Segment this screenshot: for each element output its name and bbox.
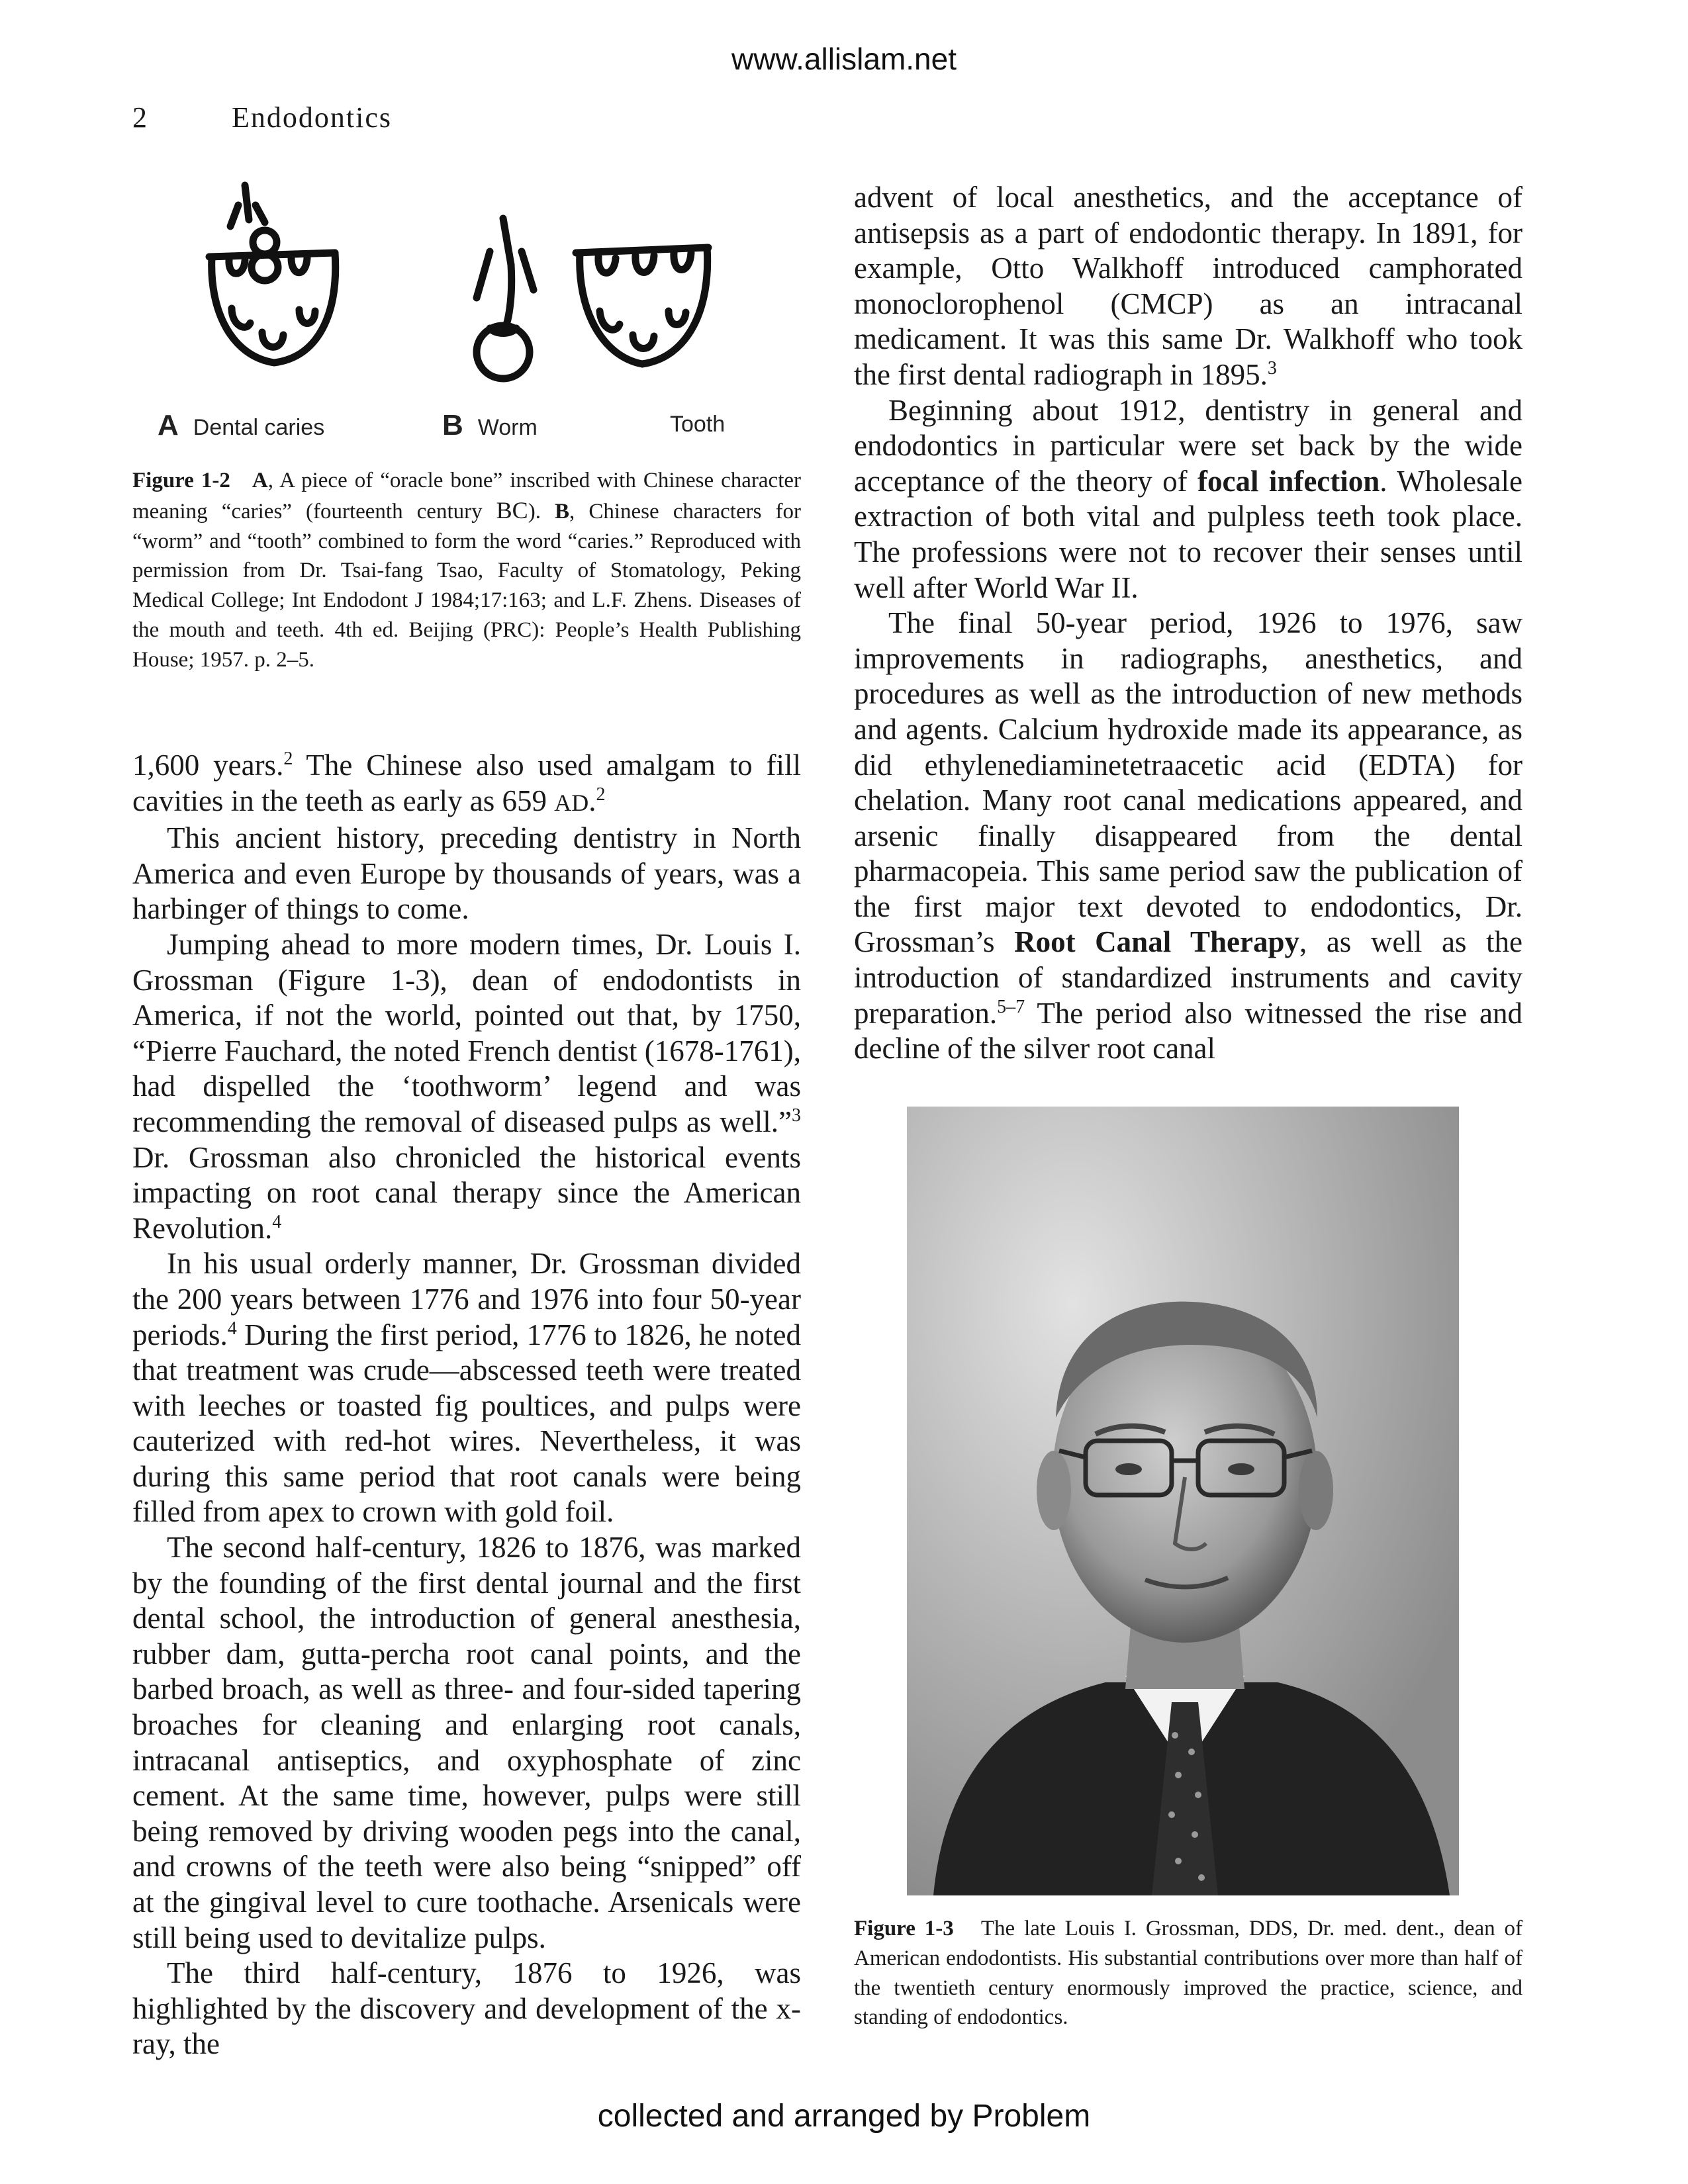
paragraph: The second half-century, 1826 to 1876, was marked by the founding of the first dental journal and the first dental school, the introduction of general anesthesia, rubber dam, gutta-percha root canal points, and the barbed broach, as well as three- and four-sided tapering broaches for cleaning and enlarging root canals, intracanal antiseptics, and oxyphosphate of zinc cement. At the same time, however, pulps were still being removed by driving wooden pegs into the canal, and crowns of the teeth were also being “snipped” off at the gingival level to cure toothache. Arsenicals were still being used to devitalize pulps. [132,1531,801,1954]
caption-part-b: B [555,499,570,523]
caption-text: ). [528,499,555,523]
caption-part-a: A [252,469,268,492]
grossman-portrait-photo [907,1107,1459,1895]
figure-1-2 [132,179,801,450]
portrait-illustration [907,1107,1459,1895]
paragraph: advent of local anesthetics, and the acceptance of antisepsis as a part of endodontic therapy. In 1891, for example, Otto Walkhoff introduced camphorated monoclorophenol (CMCP) as an intracanal medicament. It was this same Dr. Walkhoff who took the first dental radiograph in 1895.$^3$ [854,181,1523,391]
paragraph: The third half-century, 1876 to 1926, was highlighted by the discovery and development of the x-ray, the [132,1956,801,2061]
footer-credit: collected and arranged by Problem [597,2099,1091,2134]
caption-label: Figure 1-3 [854,1917,954,1940]
caption-era: BC [496,496,528,523]
tooth-character-glyph [576,248,708,364]
label-tooth-text: Tooth [670,412,726,437]
label-b-letter: B [442,409,463,441]
figure-1-2-caption [132,466,801,675]
label-b-text: Worm [477,415,538,440]
caption-text: , A piece of “oracle bone” inscribed with Chinese character meaning “caries” (fourteenth century [132,469,802,523]
label-a [158,409,324,442]
caries-character-glyph [209,185,336,363]
paragraph: In his usual orderly manner, Dr. Grossman divided the 200 years between 1776 and 1976 into four 50-year periods.$^4$ During the first period, 1776 to 1826, he noted that treatment was crude—abscessed teeth were treated with leeches or toasted fig poultices, and pulps were cauterized with red-hot wires. Nevertheless, it was during this same period that root canals were being filled from apex to crown with gold foil. [132,1247,801,1529]
caption-text: The late Louis I. Grossman, DDS, Dr. med. dent., dean of American endodontists. His substantial contributions over more than half of the twentieth century enormously improved the practice, science, and standing of endodontics. [854,1917,1523,2030]
paragraph: 1,600 years.$^2$ The Chinese also used amalgam to fill cavities in the teeth as early as 659 AD.$^2$ [132,749,801,817]
paragraph: This ancient history, preceding dentistry in North America and even Europe by thousands of years, was a harbinger of things to come. [132,821,801,926]
site-url: www.allislam.net [731,42,957,76]
worm-character-glyph [477,218,534,379]
label-a-letter: A [158,409,179,441]
paragraph: The final 50-year period, 1926 to 1976, saw improvements in radiographs, anesthetics, and procedures as well as the introduction of new methods and agents. Calcium hydroxide made its appearance, as did ethylenediaminetetraacetic acid (EDTA) for chelation. Many root canal medications appeared, and arsenic finally disappeared from the dental pharmacopeia. This same period saw the publication of the first major text devoted to endodontics, Dr. Grossman’s Root Canal Therapy, as well as the introduction of standardized instruments and cavity preparation.$^{5-7}$ The period also witnessed the rise and decline of the silver root canal [854,606,1523,1066]
page-number: 2 [132,101,148,134]
caption-label: Figure 1-2 [132,469,230,492]
left-column [132,748,801,2062]
paragraph: Beginning about 1912, dentistry in general and endodontics in particular were set back by the wide acceptance of the theory of focal infection. Wholesale extraction of both vital and pulpless teeth took place. The professions were not to recover their senses until well after World War II. [854,393,1523,604]
caption-text: , Chinese characters for “worm” and “tooth” combined to form the word “caries.” Reproduced with permission from Dr. Tsai-fang Tsao, Faculty of Stomatology, Peking Medical College; Int Endodont J 1984;17:163; and L.F. Zhens. Diseases of the mouth and teeth. 4th ed. Beijing (PRC): People’s Health Publishing House; 1957. p. 2–5. [132,499,801,672]
figure-1-3-caption [854,1914,1523,2032]
paragraph: Jumping ahead to more modern times, Dr. Louis I. Grossman (Figure 1-3), dean of endodontists in America, if not the world, pointed out that, by 1750, “Pierre Fauchard, the noted French dentist (1678-1761), had dispelled the ‘toothworm’ legend and was recommending the removal of diseased pulps as well.”$^3$ Dr. Grossman also chronicled the historical events impacting on root canal therapy since the American Revolution.$^4$ [132,927,801,1245]
running-title: Endodontics [232,101,392,134]
label-b [442,409,538,442]
label-tooth [670,412,725,437]
running-header [132,101,392,134]
label-a-text: Dental caries [193,415,325,440]
right-column [854,180,1523,1067]
